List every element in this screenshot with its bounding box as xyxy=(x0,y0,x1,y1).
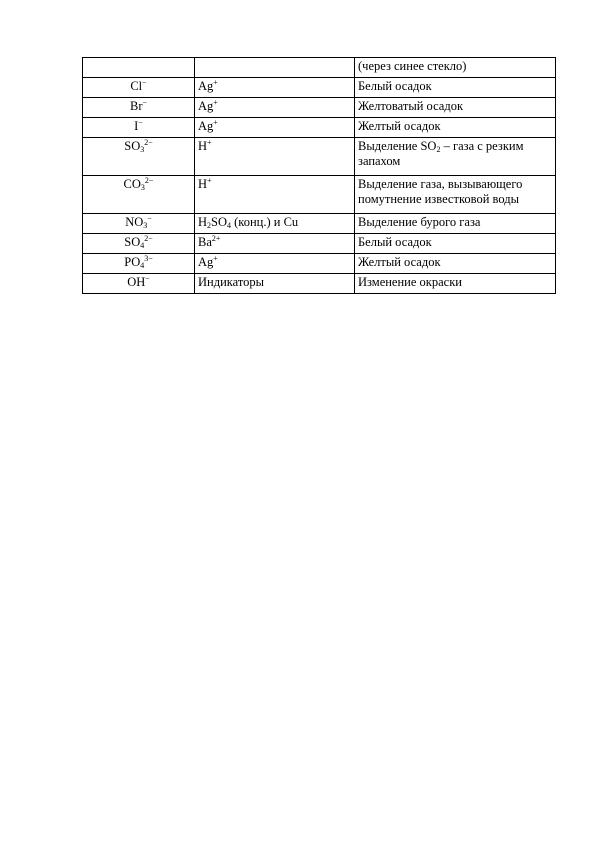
reagent-text: SO xyxy=(211,215,228,229)
ion-subscript: 3 xyxy=(140,145,145,154)
ion-formula: Br xyxy=(129,99,143,113)
reagent-text: Ag xyxy=(198,119,214,133)
effect-cell xyxy=(355,176,556,214)
reagent-text: (конц.) и Cu xyxy=(231,215,299,229)
ion-subscript: 4 xyxy=(140,261,145,270)
ion-cell xyxy=(83,118,195,138)
ion-charge: 3− xyxy=(144,254,153,263)
effect-cell xyxy=(355,138,556,176)
reagent-cell xyxy=(195,58,355,78)
table-row xyxy=(83,176,556,214)
effect-text: Выделение SO xyxy=(358,139,437,153)
effect-cell xyxy=(355,78,556,98)
ion-charge: − xyxy=(142,98,147,107)
reagent-cell xyxy=(195,234,355,254)
reagent-text: + xyxy=(213,254,218,263)
reagent-text: + xyxy=(207,138,212,147)
ion-reactions-table xyxy=(82,57,556,294)
ion-formula: SO xyxy=(124,139,141,153)
ion-cell xyxy=(83,234,195,254)
ion-charge: − xyxy=(145,274,150,283)
ion-charge: 2− xyxy=(144,234,153,243)
reagent-text: H xyxy=(198,177,208,191)
effect-text: – газа с резким запахом xyxy=(358,139,524,168)
table-row xyxy=(83,234,556,254)
effect-cell xyxy=(355,214,556,234)
reagent-cell xyxy=(195,214,355,234)
reagent-text: + xyxy=(213,98,218,107)
table-row xyxy=(83,214,556,234)
reagent-cell xyxy=(195,78,355,98)
reagent-text: 2 xyxy=(207,221,212,230)
ion-cell xyxy=(83,274,195,294)
effect-text: Белый осадок xyxy=(358,79,432,93)
reagent-cell xyxy=(195,274,355,294)
ion-subscript: 3 xyxy=(140,183,145,192)
ion-cell xyxy=(83,78,195,98)
table-row xyxy=(83,138,556,176)
reagent-cell xyxy=(195,118,355,138)
ion-formula: Cl xyxy=(130,79,143,93)
ion-formula: NO xyxy=(125,215,144,229)
ion-cell xyxy=(83,138,195,176)
effect-text: (через синее стекло) xyxy=(358,59,467,73)
reagent-text: H xyxy=(198,139,208,153)
reagent-text: Ag xyxy=(198,255,214,269)
reagent-text: + xyxy=(213,78,218,87)
ion-subscript: 4 xyxy=(140,241,145,250)
effect-text: Выделение газа, вызывающего помутнение известковой воды xyxy=(358,177,523,206)
ion-cell xyxy=(83,176,195,214)
effect-text: Белый осадок xyxy=(358,235,432,249)
ion-charge: − xyxy=(142,78,147,87)
ion-formula: PO xyxy=(124,255,141,269)
reagent-text: + xyxy=(213,118,218,127)
table-row xyxy=(83,254,556,274)
ion-charge: − xyxy=(138,118,143,127)
reagent-text: Ag xyxy=(198,79,214,93)
effect-cell xyxy=(355,98,556,118)
ion-formula: SO xyxy=(124,235,141,249)
table-row xyxy=(83,58,556,78)
reagent-text: Индикаторы xyxy=(198,275,265,289)
effect-cell xyxy=(355,274,556,294)
reagent-text: Ba xyxy=(198,235,212,249)
ion-formula: CO xyxy=(123,177,141,191)
effect-text: 2 xyxy=(436,145,441,154)
reagent-text: 4 xyxy=(227,221,232,230)
table-row xyxy=(83,118,556,138)
reagent-text: Ag xyxy=(198,99,214,113)
ion-formula: I xyxy=(134,119,139,133)
table-row xyxy=(83,78,556,98)
reagent-cell xyxy=(195,138,355,176)
ion-charge: 2− xyxy=(144,138,153,147)
effect-text: Желтый осадок xyxy=(358,119,441,133)
ion-formula: OH xyxy=(127,275,146,289)
effect-cell xyxy=(355,254,556,274)
effect-text: Желтоватый осадок xyxy=(358,99,464,113)
ion-charge: 2− xyxy=(144,176,154,185)
ion-cell xyxy=(83,58,195,78)
ion-charge: − xyxy=(147,214,152,223)
reagent-text: + xyxy=(207,176,212,185)
effect-cell xyxy=(355,234,556,254)
table-row xyxy=(83,274,556,294)
ion-cell xyxy=(83,98,195,118)
reagent-cell xyxy=(195,98,355,118)
effect-cell xyxy=(355,58,556,78)
table-row xyxy=(83,98,556,118)
reagent-cell xyxy=(195,254,355,274)
ion-cell xyxy=(83,214,195,234)
effect-text: Выделение бурого газа xyxy=(358,215,481,229)
ion-cell xyxy=(83,254,195,274)
reagent-text: H xyxy=(198,215,208,229)
effect-text: Желтый осадок xyxy=(358,255,441,269)
reagent-text: 2+ xyxy=(211,234,221,243)
effect-cell xyxy=(355,118,556,138)
ion-subscript: 3 xyxy=(143,221,148,230)
reagent-cell xyxy=(195,176,355,214)
effect-text: Изменение окраски xyxy=(358,275,462,289)
